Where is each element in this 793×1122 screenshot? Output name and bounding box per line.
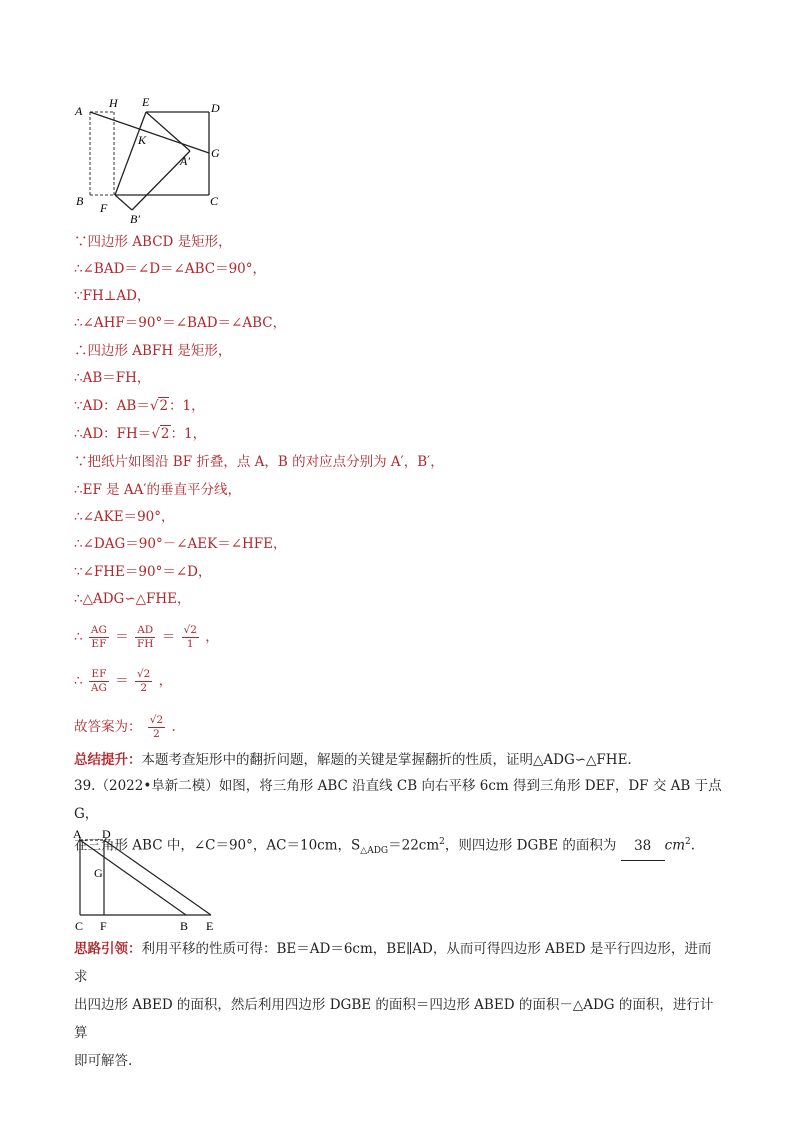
proof-line-5: ∴四边形 ABFH 是矩形，: [74, 343, 232, 359]
label-F: F: [100, 919, 107, 933]
answer-blank: 38: [621, 832, 665, 861]
hint-line-2: 出四边形 ABED 的面积，然后利用四边形 DGBE 的面积＝四边形 ABED 的面积－△ADG 的面积，进行计算: [74, 997, 714, 1041]
proof-line-12: ∴∠DAG＝90°－∠AEK＝∠HFE，: [74, 536, 287, 552]
label-B: B: [180, 919, 189, 933]
label-A: A: [73, 830, 82, 841]
figure-triangle-translation: [68, 830, 228, 935]
answer-line: 故答案为： $\frac{√2}{2}$ .: [74, 714, 176, 740]
proof-line-7: ∵AD：AB＝√2：1，: [74, 398, 205, 414]
proof-line-3: ∵FH⊥AD，: [74, 288, 151, 304]
summary-text: 本题考查矩形中的翻折问题，解题的关键是掌握翻折的性质，证明△ADG∽△FHE.: [141, 752, 632, 768]
proof-line-8: ∴AD：FH＝√2：1，: [74, 426, 207, 442]
edge-DE: [104, 840, 211, 915]
proof-line-1: ∵四边形 ABCD 是矩形，: [74, 234, 232, 250]
label-C: C: [210, 194, 219, 208]
edge-EA-prime: [146, 112, 190, 151]
label-B: B: [76, 194, 84, 208]
hint-line-1: 思路引领：利用平移的性质可得：BE＝AD＝6cm，BE∥AD，从而可得四边形 ABED 是平行四边形，进而求: [74, 941, 712, 985]
proof-line-9: ∵把纸片如图沿 BF 折叠，点 A，B 的对应点分别为 A′，B′，: [74, 454, 444, 470]
hint-label: 思路引领：: [74, 941, 142, 957]
ratio-line-2: ∴ $\frac{EF}{AG}$ ＝ $\frac{√2}{2}$ ，: [74, 668, 173, 694]
label-G: G: [211, 146, 220, 160]
proof-line-14: ∴△ADG∽△FHE，: [74, 591, 191, 607]
label-E: E: [142, 95, 150, 109]
label-E: E: [206, 919, 214, 933]
proof-line-10: ∴EF 是 AA′的垂直平分线，: [74, 482, 241, 498]
label-A-prime: A′: [180, 154, 190, 168]
proof-line-13: ∵∠FHE＝90°＝∠D，: [74, 564, 212, 580]
label-F: F: [100, 201, 108, 215]
label-B-prime: B′: [130, 212, 140, 226]
hint-paragraph: [74, 935, 724, 1075]
label-D: D: [102, 830, 111, 841]
summary-line: [74, 750, 632, 770]
problem-line-1: 39.（2022•阜新二模）如图，将三角形 ABC 沿直线 CB 向右平移 6cm 得到三角形 DEF，DF 交 AB 于点 G，: [74, 778, 722, 822]
hint-line-3: 即可解答.: [74, 1053, 133, 1069]
fold-line-EF: [115, 112, 146, 195]
proof-line-2: ∴∠BAD＝∠D＝∠ABC＝90°，: [74, 261, 267, 277]
label-K: K: [138, 133, 147, 147]
label-A: A: [75, 104, 83, 118]
segment-AG: [90, 112, 209, 153]
summary-label: 总结提升：: [74, 752, 142, 768]
proof-line-6: ∴AB＝FH，: [74, 370, 151, 386]
proof-line-4: ∴∠AHF＝90°＝∠BAD＝∠ABC，: [74, 315, 287, 331]
proof-line-11: ∴∠AKE＝90°，: [74, 509, 175, 525]
label-C: C: [75, 919, 84, 933]
label-G: G: [94, 866, 103, 880]
ratio-line-1: ∴ $\frac{AG}{EF}$ ＝ $\frac{AD}{FH}$ ＝ $\frac{√2}{1}$ ，: [74, 624, 219, 650]
figure-rectangle-fold: [70, 95, 240, 230]
label-H: H: [109, 96, 118, 110]
problem-line-2: 在三角形 ABC 中，∠C＝90°，AC＝10cm，$S_{\triangle ADG}=22cm^2$，则四边形 DGBE 的面积为 38 $cm^2$.: [74, 828, 724, 865]
label-D: D: [211, 101, 220, 115]
edge-B-prime-F: [115, 195, 132, 210]
